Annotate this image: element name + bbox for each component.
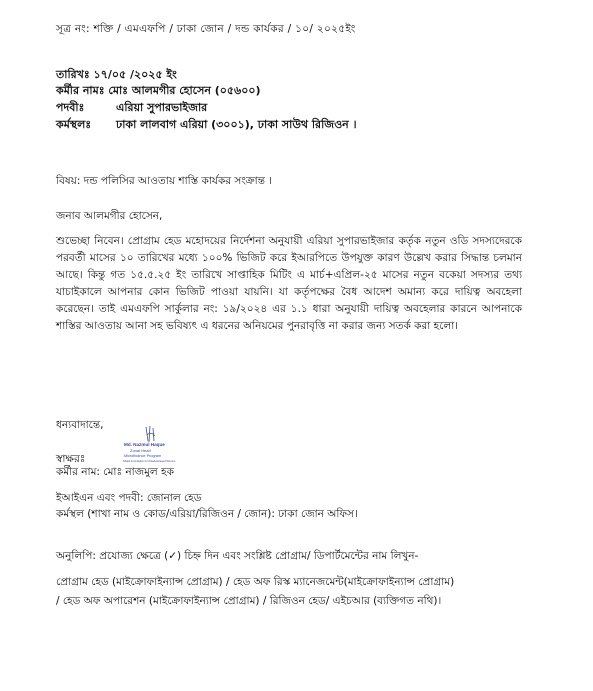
signature-label: স্বাক্ষরঃ xyxy=(56,453,86,465)
letter-subject: বিষয়: দন্ড পলিসির আওতায় শাস্তি কার্যকর সংক্রান্ত । xyxy=(56,175,273,187)
designation-label: পদবীঃ xyxy=(56,101,85,114)
cc-recipients-line-1: প্রোগ্রাম হেড (মাইক্রোফাইন্যান্স প্রোগ্রাম) / হেড অফ রিস্ক ম্যানেজমেন্ট(মাইক্রোফাইন্যান্স প্রোগ্রাম) xyxy=(56,576,455,588)
employee-designation xyxy=(56,101,208,115)
cc-label: অনুলিপি: প্রযোজ্য ক্ষেত্রে (✓) চিহ্ন দিন এবং সংশ্লিষ্ট প্রোগ্রাম/ ডিপার্টমেন্টের নাম লিখুন- xyxy=(56,550,419,562)
letter-body: শুভেচ্ছা নিবেন। প্রোগ্রাম হেড মহোদয়ের নির্দেশনা অনুযায়ী এরিয়া সুপারভাইজার কর্তৃক নতুন ওডি সদস্যদেরকে পরবর্তী মাসের ১০ তারিখের মধ্যে ১০০% ভিজিট করে ইআরপিতে উপযুক্ত কারণ উল্লেখ করার সিদ্ধান্ত চলমান আছে। কিন্তু গত ১৫.৫.২৫ ইং তারিখে সাপ্তাহিক মিটিং এ মার্চ+এপ্রিল-২৫ মাসের নতুন বকেয়া সদস্যর তথ্য যাচাইকালে আপনার কোন ভিজিট পাওয়া যায়নি। যা কর্তৃপক্ষের বৈধ আদেশ অমান্য করে দায়িত্ব অবহেলা করেছেন। তাই এমএফপি সার্কুলার নং: ১৯/২০২৪ এর ১.১ ধারা অনুযায়ী দায়িত্ব অবহেলার কারনে আপনাকে শাস্তির আওতায় আনা সহ ভবিষ্যৎ এ ধরনের অনিয়মের পুনরাবৃত্তি না করার জন্য সতর্ক করা হলো। xyxy=(56,235,522,332)
reference-number: সূত্র নং: শক্তি / এমএফপি / ঢাকা জোন / দন্ড কার্যকর / ১০/ ২০২৫ইং xyxy=(56,23,356,35)
stamp-program: Microfinance Program xyxy=(124,454,162,458)
signature-stamp-image xyxy=(122,425,184,465)
salutation: জনাব আলমগীর হোসেন, xyxy=(56,210,163,222)
employee-name: কর্মীর নামঃ মোঃ আলমগীর হোসেন (০৫৬০০) xyxy=(56,84,261,97)
designation-value: এরিয়া সুপারভাইজার xyxy=(116,101,208,114)
stamp-name: Md. Nazmul Haque xyxy=(124,442,165,447)
signer-designation: ইআইএন এবং পদবী: জোনাল হেড xyxy=(56,492,202,504)
closing: ধন্যবাদান্তে, xyxy=(56,419,104,431)
employee-workplace xyxy=(56,118,357,132)
workplace-value: ঢাকা লালবাগ এরিয়া (৩০০১), ঢাকা সাউথ রিজিওন । xyxy=(116,118,357,131)
signer-name: কর্মীর নাম: মোঃ নাজমুল হক xyxy=(56,466,174,478)
stamp-title: Zonal Head xyxy=(130,448,151,453)
stamp-org: Shakti Foundation for Disadvantaged Women xyxy=(123,460,176,463)
workplace-label: কর্মস্থলঃ xyxy=(56,118,92,131)
letter-date: তারিখঃ ১৭/০৫ /২০২৫ ইং xyxy=(56,68,177,81)
signature-scribble xyxy=(146,426,155,442)
cc-recipients-line-2: / হেড অফ অপারেশন (মাইক্রোফাইন্যান্স প্রোগ্রাম) / রিজিওন হেড/ এইচআর (ব্যক্তিগত নথি)। xyxy=(56,595,442,607)
signer-workplace: কর্মস্থল (শাখা নাম ও কোড/এরিয়া/রিজিওন / জোন): ঢাকা জোন অফিস। xyxy=(56,508,358,520)
